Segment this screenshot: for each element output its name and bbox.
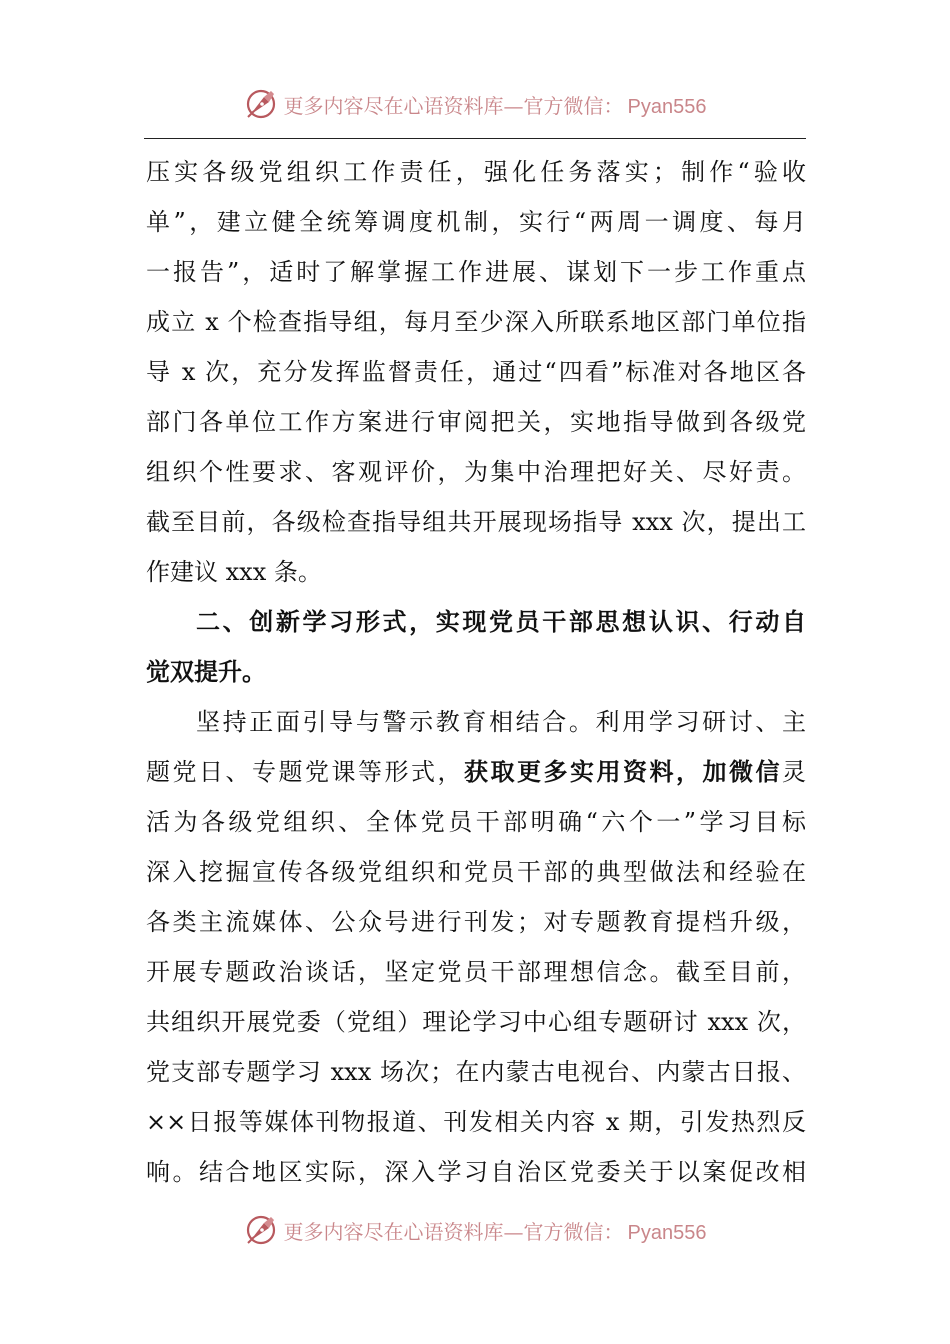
document-body <box>146 147 806 1197</box>
body-line: 压实各级党组织工作责任，强化任务落实；制作“验收 <box>146 158 806 186</box>
body-text: 灵 <box>782 758 806 786</box>
watermark-text <box>284 1216 707 1245</box>
body-line: 一报告”，适时了解掌握工作进展、谋划下一步工作重点 <box>146 258 806 286</box>
body-line: 共组织开展党委（党组）理论学习中心组专题研讨 xxx 次， <box>146 1008 806 1036</box>
watermark-label: 更多内容尽在心语资料库—官方微信： <box>283 1219 624 1244</box>
footer-watermark <box>0 1210 950 1250</box>
body-line: 坚持正面引导与警示教育相结合。利用学习研讨、主 <box>196 708 806 736</box>
header-divider <box>144 138 806 139</box>
body-line: 成立 x 个检查指导组，每月至少深入所联系地区部门单位指 <box>146 308 806 336</box>
body-line: 活为各级党组织、全体党员干部明确“六个一”学习目标 <box>146 808 806 836</box>
body-line: 响。结合地区实际，深入学习自治区党委关于以案促改相 <box>146 1158 806 1186</box>
body-line: 深入挖掘宣传各级党组织和党员干部的典型做法和经验在 <box>146 858 806 886</box>
body-line-with-promo <box>146 747 806 797</box>
watermark-text <box>284 90 707 119</box>
body-line: 作建议 xxx 条。 <box>146 558 322 586</box>
body-line: 党支部专题学习 xxx 场次；在内蒙古电视台、内蒙古日报、 <box>146 1058 806 1086</box>
watermark-label: 更多内容尽在心语资料库—官方微信： <box>283 93 624 118</box>
pen-nib-logo-icon <box>244 1213 278 1247</box>
header-watermark <box>0 84 950 124</box>
body-line: 导 x 次，充分发挥监督责任，通过“四看”标准对各地区各 <box>146 358 806 386</box>
watermark-wechat-id: Pyan556 <box>627 95 707 118</box>
body-text: 题党日、专题党课等形式， <box>146 758 464 786</box>
body-line: 各类主流媒体、公众号进行刊发；对专题教育提档升级， <box>146 908 806 936</box>
section-heading: 二、创新学习形式，实现党员干部思想认识、行动自 <box>196 608 806 636</box>
body-line: ××日报等媒体刊物报道、刊发相关内容 x 期，引发热烈反 <box>146 1108 806 1136</box>
pen-nib-logo-icon <box>244 87 278 121</box>
body-line: 组织个性要求、客观评价，为集中治理把好关、尽好责。 <box>146 458 806 486</box>
body-line: 截至目前，各级检查指导组共开展现场指导 xxx 次，提出工 <box>146 508 806 536</box>
body-line: 开展专题政治谈话，坚定党员干部理想信念。截至目前， <box>146 958 806 986</box>
promo-text: 获取更多实用资料，加微信 <box>464 758 782 786</box>
section-heading: 觉双提升。 <box>146 658 266 686</box>
body-line: 部门各单位工作方案进行审阅把关，实地指导做到各级党 <box>146 408 806 436</box>
body-line: 单”，建立健全统筹调度机制，实行“两周一调度、每月 <box>146 208 806 236</box>
watermark-wechat-id: Pyan556 <box>627 1221 707 1244</box>
